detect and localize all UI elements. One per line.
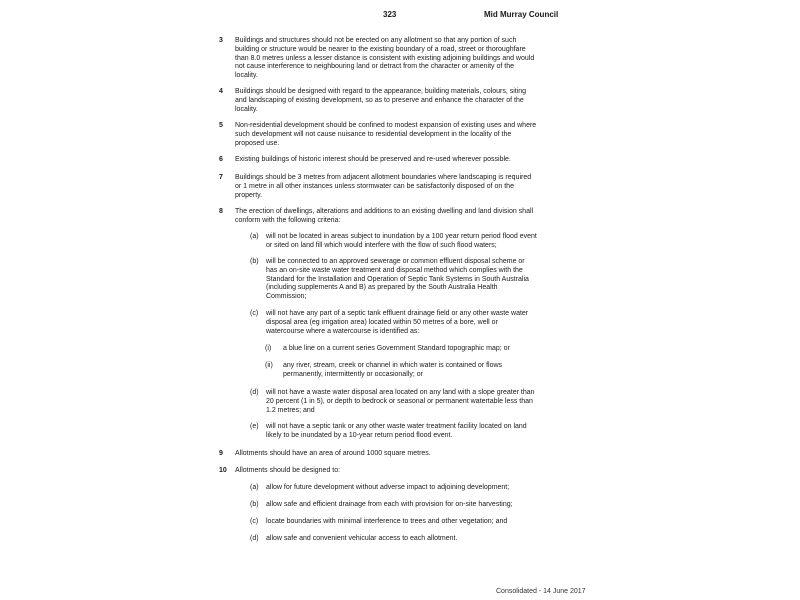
- subclause-line: allow safe and efficient drainage from each with provision for on-site harvesting;: [266, 501, 513, 508]
- clause-line: Buildings should be designed with regard to the appearance, building materials, colours, siting: [235, 88, 527, 95]
- subclause-line: Commission;: [266, 293, 307, 301]
- subclause-label: (a): [250, 484, 259, 491]
- clause-number: 7: [219, 174, 223, 181]
- subclause-line: a blue line on a current series Government Standard topographic map; or: [283, 345, 510, 352]
- subclause-line: 1.2 metres; and: [266, 406, 315, 414]
- subclause-label: (ii): [265, 362, 273, 369]
- clause-line: than 8.0 metres unless a lesser distance is consistent with existing adjoining buildings and would: [235, 54, 535, 62]
- subclause-line: has an on-site waste water treatment and disposal method which complies with the: [266, 266, 523, 274]
- subclause-label: (c): [250, 518, 259, 525]
- clause-number: 5: [219, 122, 223, 129]
- subclause-label: (a): [250, 233, 259, 240]
- subclause-line: 20 percent (1 in 5), or depth to bedrock or seasonal or permanent watertable less than: [266, 397, 533, 405]
- clause-line: or 1 metre in all other instances unless stormwater can be satisfactorily disposed of on the: [235, 182, 514, 190]
- clause-line: and landscaping of existing development, so as to preserve and enhance the character of the: [235, 96, 524, 104]
- council-name: Mid Murray Council: [484, 10, 559, 19]
- subclause-label: (e): [250, 423, 259, 430]
- subclause-label: (b): [250, 501, 259, 508]
- clause-line: Buildings and structures should not be erected on any allotment so that any portion of such: [235, 37, 517, 44]
- subclause-label: (i): [265, 345, 272, 352]
- clause-line: property.: [235, 191, 263, 199]
- subclause-line: or sited on land fill which would interfere with the flow of such flood waters;: [266, 241, 497, 249]
- subclause-line: Standard for the Installation and Operation of Septic Tank Systems in South Australia: [266, 275, 529, 283]
- subclause-line: allow for future development without adverse impact to adjoining development;: [266, 484, 510, 491]
- clause-line: conform with the following criteria:: [235, 216, 341, 224]
- subclause-line: will not have a waste water disposal area located on any land with a slope greater than: [266, 389, 535, 396]
- clause-line: Buildings should be 3 metres from adjacent allotment boundaries where landscaping is required: [235, 174, 532, 181]
- clause-number: 10: [219, 467, 227, 474]
- subclause-line: allow safe and convenient vehicular access to each allotment.: [266, 535, 458, 542]
- clause-line: Allotments should be designed to:: [235, 467, 341, 474]
- subclause-line: watercourse where a watercourse is identified as:: [266, 327, 420, 335]
- clause-number: 4: [219, 88, 223, 95]
- clause-number: 6: [219, 156, 223, 163]
- clause-line: locality.: [235, 105, 258, 113]
- clause-line: building or structure would be nearer to the existing boundary of a road, street or thoroughfare: [235, 45, 526, 53]
- consolidated-date: Consolidated - 14 June 2017: [496, 588, 586, 595]
- subclause-line: will not have any part of a septic tank effluent drainage field or any other waste water: [266, 310, 529, 317]
- subclause-line: permanently, intermittently or occasionally; or: [283, 370, 423, 378]
- subclause-line: likely to be inundated by a 10-year return period flood event.: [266, 431, 453, 439]
- clause-line: Existing buildings of historic interest should be preserved and re-used wherever possible.: [235, 156, 511, 163]
- subclause-line: any river, stream, creek or channel in which water is contained or flows: [283, 362, 503, 369]
- page-number: 323: [383, 10, 397, 19]
- subclause-line: will not have a septic tank or any other waste water treatment facility located on land: [266, 423, 527, 430]
- subclause-line: will not be located in areas subject to inundation by a 100 year return period flood event: [266, 233, 537, 240]
- clause-line: Non-residential development should be confined to modest expansion of existing uses and where: [235, 122, 537, 129]
- clause-line: Allotments should have an area of around 1000 square metres.: [235, 450, 431, 457]
- clause-line: locality.: [235, 72, 258, 80]
- clause-number: 8: [219, 208, 223, 215]
- clause-line: The erection of dwellings, alterations and additions to an existing dwelling and land division shall: [235, 208, 534, 215]
- subclause-line: disposal area (eg irrigation area) located within 50 metres of a bore, well or: [266, 318, 498, 326]
- clause-line: such development will not cause nuisance to residential development in the locality of the: [235, 130, 512, 138]
- clause-number: 3: [219, 37, 223, 44]
- clause-line: proposed use.: [235, 139, 280, 147]
- subclause-label: (d): [250, 535, 259, 542]
- subclause-line: will be connected to an approved sewerage or common effluent disposal scheme or: [266, 258, 525, 265]
- subclause-label: (d): [250, 389, 259, 396]
- subclause-line: locate boundaries with minimal interference to trees and other vegetation; and: [266, 518, 508, 525]
- subclause-label: (c): [250, 310, 259, 317]
- clause-line: not cause interference to neighbouring land or detract from the character or amenity of the: [235, 63, 514, 71]
- clause-number: 9: [219, 450, 223, 457]
- subclause-label: (b): [250, 258, 259, 265]
- subclause-line: (including supplements A and B) as prepared by the South Australia Health: [266, 284, 498, 292]
